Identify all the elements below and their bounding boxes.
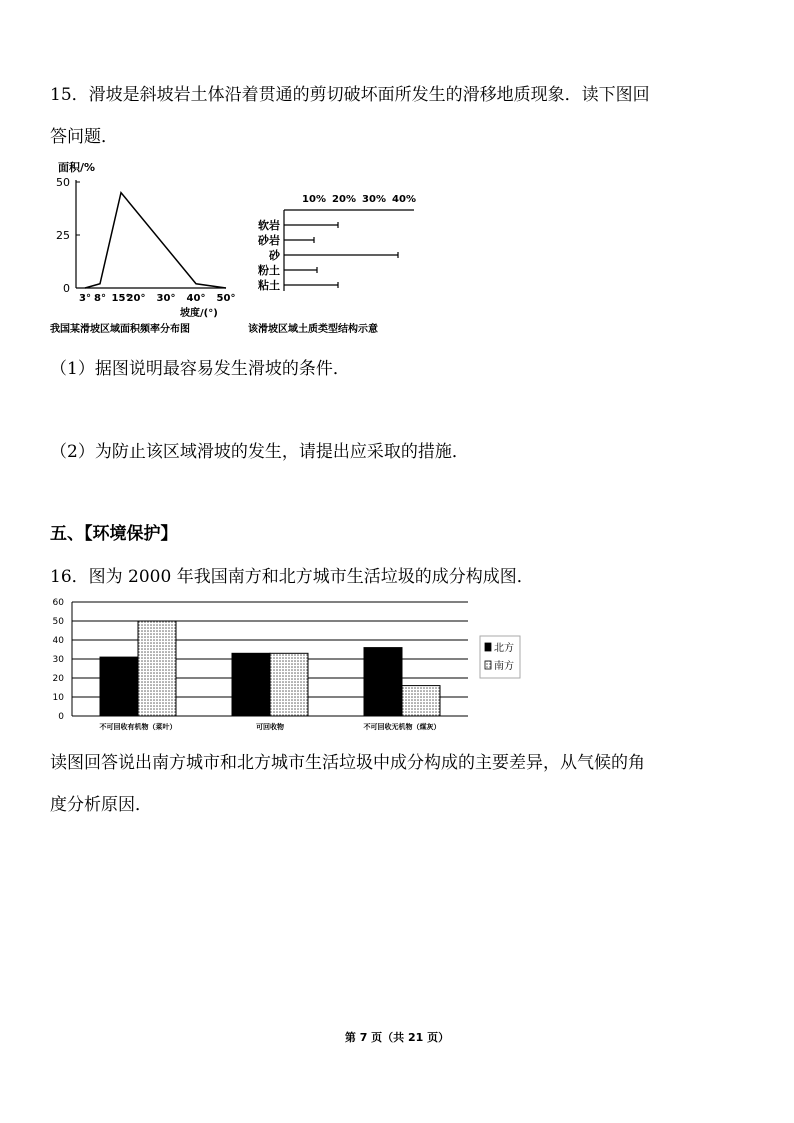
chart2-category-label: 粘土 [258,279,280,292]
chart2-x-tick-label: 30% [362,194,386,205]
q15-line1: 15．滑坡是斜坡岩土体沿着贯通的剪切破坏面所发生的滑移地质现象．读下图回 [50,85,650,105]
section-title: 五、【环境保护】 [50,524,178,544]
chart3-bar-north [100,657,138,716]
chart1-ylabel: 面积/% [58,161,96,174]
slope-area-chart [48,156,238,322]
chart1-x-tick-label: 20° [126,293,146,304]
chart3-y-tick-label: 20 [52,674,64,684]
chart3-y-tick-label: 50 [52,617,64,627]
page-footer: 第 7 页（共 21 页） [344,1031,450,1044]
soil-type-chart [246,186,426,304]
chart3-bar-south [138,621,176,716]
chart3-category-label: 不可回收有机物（菜叶） [99,723,177,731]
chart1-x-tick-label: 30° [156,293,176,304]
chart3-category-label: 不可回收无机物（煤灰） [363,723,441,731]
chart3-y-tick-label: 30 [52,655,64,665]
chart1-x-tick-label: 3° [79,293,91,304]
chart2-x-tick-label: 20% [332,194,356,205]
chart3-category-label: 可回收物 [256,723,284,731]
chart2-title: 该滑坡区域土质类型结构示意 [248,324,378,335]
q16-line3: 度分析原因． [50,795,152,815]
chart2-category-label: 软岩 [258,219,280,232]
chart1-x-tick-label: 15° [111,293,131,304]
chart3-bar-south [270,653,308,716]
q15-sub2: （2）为防止该区域滑坡的发生，请提出应采取的措施． [50,442,469,462]
chart1-y-tick-label: 25 [56,229,70,242]
garbage-composition-chart [48,594,528,738]
chart3-legend-swatch [485,643,491,651]
chart3-bar-south [402,686,440,716]
chart2-category-label: 粉土 [258,264,280,277]
chart3-bar-north [232,653,270,716]
chart2-category-label: 砂 [269,249,280,262]
chart2-category-label: 砂岩 [258,234,280,247]
chart1-title: 我国某滑坡区域面积频率分布图 [50,324,190,335]
chart1-y-tick-label: 0 [63,282,70,295]
chart1-x-tick-label: 50° [216,293,236,304]
q16-line1: 16．图为 2000 年我国南方和北方城市生活垃圾的成分构成图． [50,567,534,587]
chart3-legend-label: 北方 [494,643,514,654]
q15-sub1: （1）据图说明最容易发生滑坡的条件． [50,359,350,379]
chart1-xlabel: 坡度/(°) [180,308,218,319]
chart1-y-tick-label: 50 [56,176,70,189]
chart2-x-tick-label: 40% [392,194,416,205]
chart3-legend-label: 南方 [494,661,514,672]
chart1-series-line [85,193,226,288]
q15-line2: 答问题． [50,127,118,147]
chart3-legend-swatch [485,661,491,669]
chart3-y-tick-label: 60 [52,598,64,608]
chart1-x-tick-label: 40° [186,293,206,304]
chart3-y-tick-label: 0 [58,712,64,722]
chart3-y-tick-label: 40 [52,636,64,646]
chart1-x-tick-label: 8° [94,293,106,304]
chart3-bar-north [364,648,402,716]
chart3-y-tick-label: 10 [52,693,64,703]
q16-line2: 读图回答说出南方城市和北方城市生活垃圾中成分构成的主要差异，从气候的角 [50,753,645,773]
chart2-x-tick-label: 10% [302,194,326,205]
